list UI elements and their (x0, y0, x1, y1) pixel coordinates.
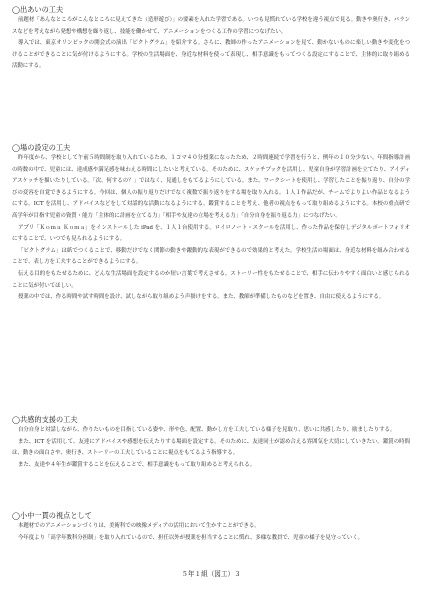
paragraph: また、友達や４年生が鑑賞することを伝えることで、相手意識をもって取り組めると考えられる。 (18, 461, 256, 468)
section-encounter (12, 4, 410, 73)
paragraph: 「ピクトグラム」は紙でつくることで、移動だけでなく関節の動きや躍動的な表現ができるので効果的と考えた。学校生活の場面は、身近な材料を組み合わせることで、表し方を工夫することができるようにする。 (12, 247, 410, 266)
page-footer: ５年１組（図工）３ (181, 570, 241, 578)
paragraph: アプリ「Ｋｏｍａ Ｋｏｍａ」をインストールした iPad を、１人１台使用する。ロイロノート・スクールを活用し、作った作品を保存しデジタルポートフォリオにすることで、いつでも見られるようにする。 (12, 224, 410, 243)
paragraph: 授業の中では、作る時間や試す時間を設け、試しながら取り組めよう声掛けをする。また、教師が準備したものなどを置き、自由に使えるようにする。 (18, 294, 385, 301)
section-empathetic-support (12, 414, 410, 471)
section-heading: ◯共感的支援の工夫 (12, 415, 78, 424)
paragraph: 今年度より「高学年教科分担制」を取り入れているので、担任以外が授業を担当することに慣れ、多様な教員で、児童の様子を見守っていく。 (18, 534, 364, 541)
paragraph: 伝える目的をもたせるために、どんな生活場面を設定するのか短い言葉で考えさせる。ストーリー性をもたせることで、相手に伝わりやすく面白いと感じられることに気が付いてほしい。 (12, 270, 410, 289)
section-heading: ◯場の設定の工夫 (12, 143, 71, 152)
paragraph: 昨年度から、学校として午前５時間制を取り入れているため、１コマ４０分授業になったため、２時間連続で学習を行うと、例年の１０分少ない。年間指導計画の時数の中で、児童には、達成感や満足感を味わえる時間にしたいと考えている。そのために、スケッチブックを活用し、児童自身が学習計画を立てたり、アイディアスケッチを描いたりしている。「次、何するの？」ではなく、見通しをもてるようにしている。また、ワークシートを使用し、学習したことを振り返り、自分の学びの変容を自覚できるようにする。今回は、個人の振り返りだけでなく複数で振り返りをする場を取り入れる。１人１作品だが、チームでよりよい作品となるようにする。ICT を活用し、アドバイスなどをして対話的な活動になるようにする。鑑賞することを考え、他者の視点をもって取り組めるようにする。本校の重点研で高学年が目指す児童の資質・能力「主体的に計画を立てる力」「相手や友達の立場を考える力」「自分自身を振り返る力」につなげたい。 (12, 155, 410, 219)
paragraph: 前題材「あんなところがこんなところに見えてきた（造形遊び）」の要素を入れた学習である。いつも見慣れている学校を違う視点で見る。動きや奥行き、バランスなどを考えながら発想や構想を繰り返し、技能を働かせて、アニメーションをつくる工作の学習につなげたい。 (12, 17, 410, 35)
paragraph: また、ICT を活用して、友達にアドバイスや感想を伝えたりする場面を設定する。そのために、友達同士が認め合える雰囲気を大切にしていきたい。鑑賞の時間は、動きの面白さや、奥行き、ストーリーの工夫していることに視点をもてるよう指導する。 (12, 438, 410, 457)
paragraph: 自分自身と対話しながら、作りたいものを目指している姿や、形や色、配置、動かし方を工夫している様子を見取り、思いに共感したり、励ましたりする。 (18, 427, 396, 433)
section-heading: ◯小中一貫の視点として (12, 511, 92, 520)
section-elementary-junior-high (12, 510, 410, 544)
paragraph: 導入では、東京オリンピックの開会式の演出「ピクトグラム」を紹介する。さらに、教師の作ったアニメーションを見て、動かないものに楽しい動きや変化をつけることができることに気が付けるようにする。学校の生活場面を、身近な材料を使って表現し、相手意識をもってつくる設定にすることで、主体的に取り組める活動にする。 (12, 40, 410, 70)
section-heading: ◯出あいの工夫 (12, 5, 64, 14)
paragraph: 本題材でのアニメーションづくりは、美術科での映像メディアの活用において生かすことができる。 (18, 523, 260, 529)
section-setting (12, 142, 410, 304)
